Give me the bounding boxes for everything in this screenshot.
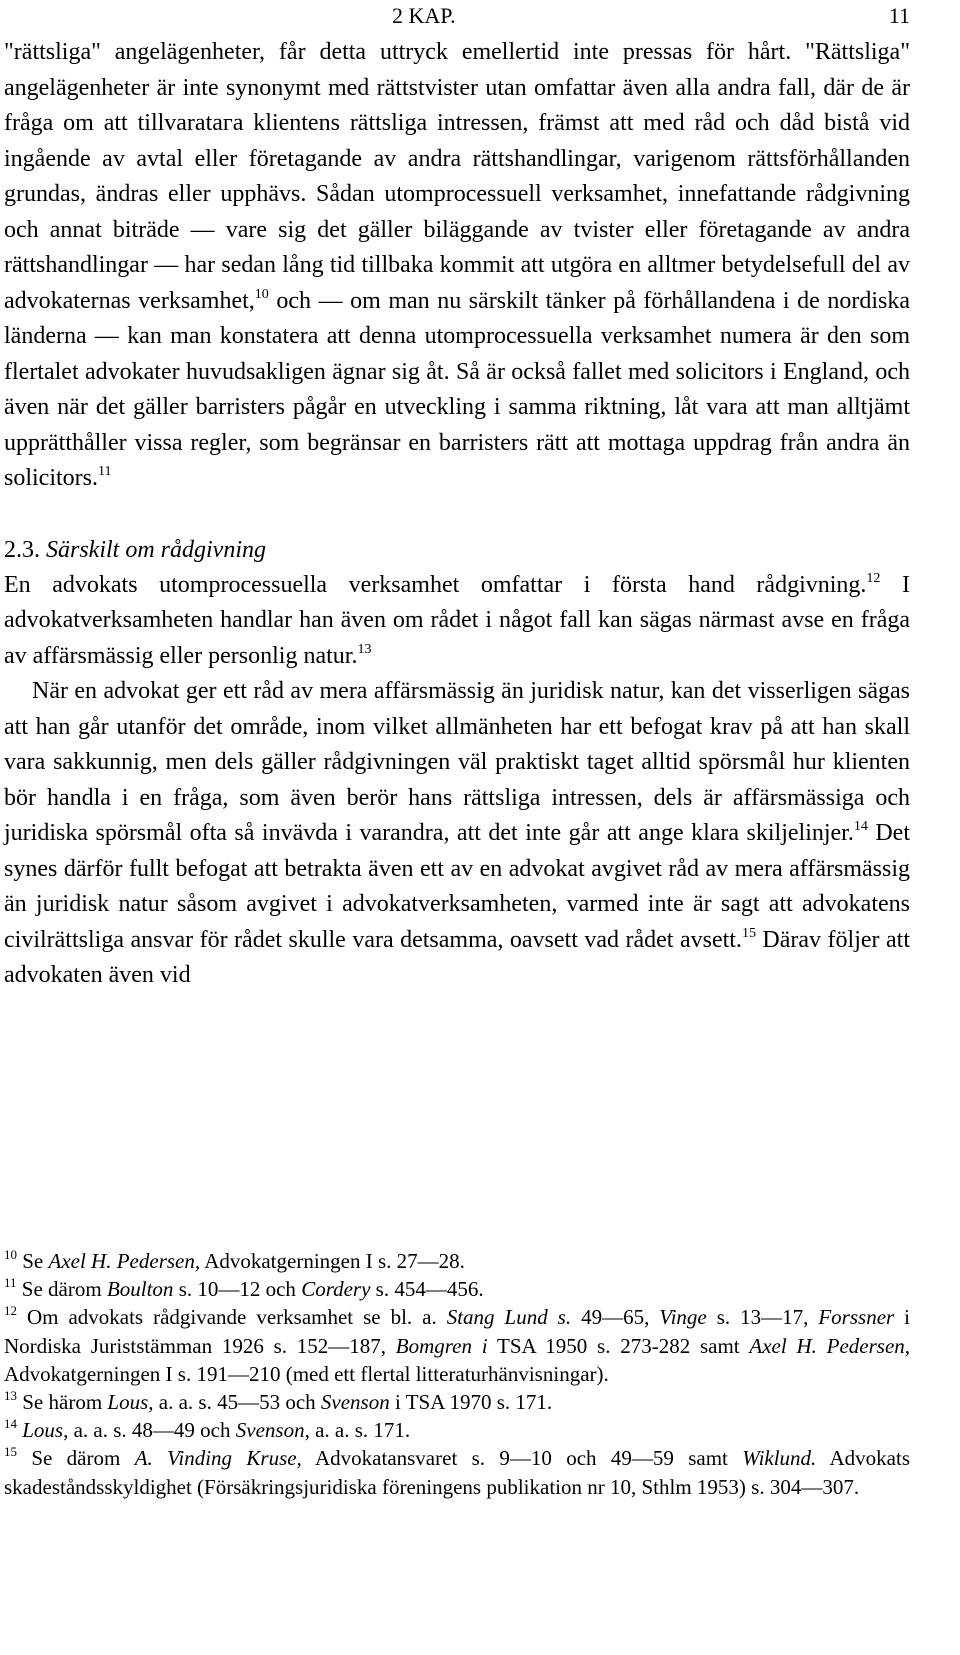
text-run: a. a. s. 45—53 och xyxy=(153,1390,321,1415)
footnote-ref: 15 xyxy=(741,925,756,941)
text-run: i TSA 1970 s. 171. xyxy=(389,1390,553,1415)
footnote-12 xyxy=(4,1303,910,1388)
author-name: Boulton xyxy=(106,1277,174,1302)
author-name: Axel H. Pedersen, xyxy=(749,1333,911,1358)
footnote-number: 14 xyxy=(4,1416,17,1432)
text-run: Om advokats rådgivande verksamhet se bl. a. xyxy=(17,1305,447,1330)
text-run: En advokats utomprocessuella verksamhet omfattar i första hand rådgivning. xyxy=(4,571,867,598)
text-run: Se därom xyxy=(17,1446,135,1471)
footnote-number: 15 xyxy=(4,1444,17,1460)
author-name: Lous, xyxy=(107,1390,154,1415)
text-run: s. 13—17, xyxy=(706,1305,819,1330)
paragraph xyxy=(4,568,910,675)
text-run: a. a. s. 171. xyxy=(309,1418,411,1443)
footnote-14 xyxy=(4,1416,910,1444)
author-name: Lous, xyxy=(22,1418,69,1443)
text-run: När en advokat ger ett råd av mera affärsmässig än juridisk natur, kan det visserligen sägas att han går utanför det område, inom vilket allmänheten har ett befogat krav på att han skall vara sakkunnig, men dels gäller rådgivningen väl praktiskt taget alltid spörsmål hur klienten bör handla i en fråga, som även berör hans rättsliga intressen, dels är affärsmässiga och juridiska spörsmål ofta så invävda i varandra, att det inte går att ange klara skiljelinjer. xyxy=(4,678,910,846)
text-run: Se xyxy=(17,1249,49,1273)
footnote-ref: 11 xyxy=(98,464,112,479)
author-name: Svenson xyxy=(320,1390,390,1415)
text-run: i Nordiska Juriststämman 1926 s. 152—187, xyxy=(4,1305,910,1358)
text-run: Advokats skadeståndsskyldighet (Försäkringsjuridiska föreningens publikation nr 10, Sthlm 1953) s. 304—307. xyxy=(4,1446,910,1499)
footnotes xyxy=(4,1247,910,1501)
author-name: Svenson, xyxy=(235,1418,310,1443)
text-run: Det synes därför fullt befogat att betrakta även ett av en advokat avgivet råd av mera affärsmässig än juridisk natur såsom avgivet i advokatverksamheten, varmed inte är sagt att advokatens civilrättsliga ansvar för rådet skulle vara detsamma, oavsett vad rådet avsett. xyxy=(4,820,910,953)
text-run: s. 454—456. xyxy=(370,1277,484,1302)
text-run: Advokatgerningen I s. 27—28. xyxy=(200,1249,465,1273)
text-run: 49—65, xyxy=(571,1305,660,1330)
chapter-label: 2 KAP. xyxy=(392,3,456,28)
footnote-ref: 12 xyxy=(866,570,881,586)
author-name: Cordery xyxy=(301,1277,371,1302)
text-run: Se härom xyxy=(17,1390,108,1415)
footnote-number: 10 xyxy=(4,1247,17,1262)
footnote-11 xyxy=(4,1275,910,1303)
footnote-15 xyxy=(4,1444,910,1500)
text-run: Därav följer att advokaten även vid xyxy=(4,926,910,988)
page-number: 11 xyxy=(888,3,910,28)
running-header xyxy=(4,3,910,33)
author-name: Forssner xyxy=(818,1305,895,1330)
section-title: Särskilt om rådgivning xyxy=(46,536,266,563)
footnote-number: 13 xyxy=(4,1388,17,1404)
author-name: Bomgren i xyxy=(395,1333,488,1358)
text-run: I advokatverksamheten handlar han även om rådet i något fall kan sägas närmast avse en fråga av affärsmässig eller personlig natur. xyxy=(4,571,910,669)
section-number: 2.3. xyxy=(4,536,40,563)
footnote-13 xyxy=(4,1388,910,1416)
text-run: Advokatansvaret s. 9—10 och 49—59 samt xyxy=(301,1446,743,1471)
text-run: s. 10—12 och xyxy=(173,1277,302,1302)
body-text xyxy=(4,35,910,994)
text-run: Advokatgerningen I s. 191—210 (med ett flertal litteraturhänvisningar). xyxy=(4,1361,609,1386)
footnote-ref: 13 xyxy=(357,641,372,657)
footnote-ref: 14 xyxy=(853,819,868,834)
text-run: och — om man nu särskilt tänker på förhållandena i de nordiska länderna — kan man konstatera att denna utomprocessuella verksamhet numera är den som flertalet advokater huvudsakligen ägnar sig åt. Så är också fallet med solicitors i England, och även när det gäller barristers pågår en utveckling i samma riktning, låt vara att man alltjämt upprätthåller vissa regler, som begränsar en barristers rätt att mottaga uppdrag från andra än solicitors. xyxy=(4,287,910,491)
footnote-number: 12 xyxy=(4,1303,17,1319)
text-run: TSA 1950 s. 273-282 samt xyxy=(487,1333,750,1358)
footnote-ref: 10 xyxy=(254,286,269,302)
author-name: Stang Lund s. xyxy=(446,1305,572,1330)
footnote-number: 11 xyxy=(4,1275,17,1291)
text-run: "rättsliga" angelägenheter, får detta uttryck emellertid inte pressas för hårt. "Rättsliga" angelägenheter är inte synonymt med rättstvister utan omfattar även alla andra fall, där de är fråga om att tillvaratага klientens rättsliga intressen, främst att med råd och dåd bistå vid ingående av avtal eller företagande av andra rättshandlingar, varigenom rättsförhållanden grundas, ändras eller upphävs. Sådan utomprocessuell verksamhet, innefattande rådgivning och annat biträde — vare sig det gäller biläggande av tvister eller företagande av andra rättshandlingar — har sedan lång tid tillbaka kommit att utgöra en alltmer betydelsefull del av advokaternas verksamhet, xyxy=(4,39,910,314)
author-name: Vinge xyxy=(659,1305,707,1330)
author-name: A. Vinding Kruse, xyxy=(134,1446,302,1471)
section-heading xyxy=(4,533,910,568)
author-name: Wiklund. xyxy=(742,1446,817,1471)
paragraph xyxy=(4,674,910,994)
author-name: Axel H. Pedersen, xyxy=(48,1249,201,1273)
footnote-10 xyxy=(4,1247,910,1275)
text-run: a. a. s. 48—49 och xyxy=(68,1418,236,1443)
paragraph xyxy=(4,35,910,497)
text-run: Se därom xyxy=(16,1277,107,1302)
